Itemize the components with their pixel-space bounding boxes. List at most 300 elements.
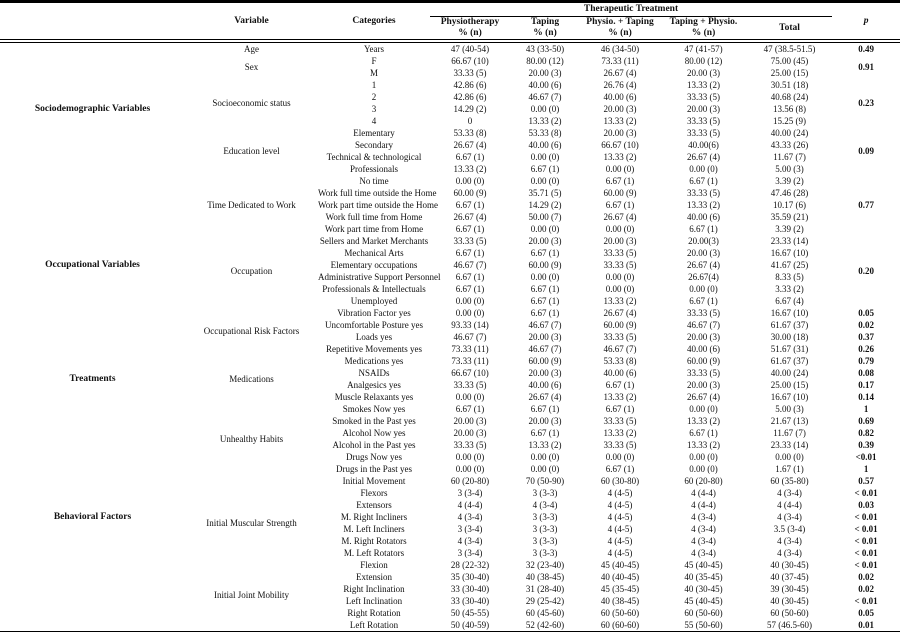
category-cell: M xyxy=(369,68,378,78)
value-cell: 33.33 (5) xyxy=(603,416,637,426)
categories-column-header: Categories xyxy=(318,2,430,42)
value-cell: 0.00 (0) xyxy=(605,452,635,462)
value-cell: 60.00 (9) xyxy=(528,260,562,270)
value-cell: 6.67 (1) xyxy=(455,224,485,234)
value-cell: 46.67 (7) xyxy=(453,332,487,342)
value-cell: 26.67 (4) xyxy=(687,152,720,162)
value-cell: 60.00 (9) xyxy=(603,320,637,330)
p-value-cell: 0.02 xyxy=(858,584,874,594)
value-cell: 42.86 (6) xyxy=(453,92,487,102)
value-cell: 13.33 (2) xyxy=(687,416,720,426)
value-cell: 8.33 (5) xyxy=(775,272,804,282)
value-cell: 4 (4-5) xyxy=(607,500,633,510)
value-cell: 4 (3-4) xyxy=(691,536,716,546)
category-cell: Left Inclination xyxy=(345,596,403,606)
value-cell: 40.68 (24) xyxy=(770,92,809,102)
value-cell: 13.56 (8) xyxy=(773,104,807,114)
value-cell: 60 (20-80) xyxy=(684,476,723,486)
value-cell: 4 (4-4) xyxy=(457,500,483,510)
value-cell: 33.33 (5) xyxy=(603,248,637,258)
value-cell: 35 (30-40) xyxy=(450,572,490,582)
p-value-cell: 0.23 xyxy=(858,98,874,108)
value-cell: 6.67 (1) xyxy=(605,200,635,210)
table-row xyxy=(0,175,900,187)
value-cell: 33.33 (5) xyxy=(687,128,720,138)
group-column-header xyxy=(0,2,185,42)
value-cell: 16.67 (10) xyxy=(770,248,809,258)
p-value-cell: 1 xyxy=(863,404,869,414)
value-cell: 33.33 (5) xyxy=(453,68,487,78)
value-cell: 0.00 (0) xyxy=(530,224,560,234)
value-cell: 6.67 (1) xyxy=(605,464,635,474)
column-unit: % (n) xyxy=(533,28,557,38)
value-cell: 33.33 (5) xyxy=(453,380,487,390)
value-cell: 5.00 (3) xyxy=(775,404,804,414)
value-cell: 26.67 (4) xyxy=(687,392,720,402)
p-value-cell: 0.77 xyxy=(858,200,874,210)
p-value-cell: < 0.01 xyxy=(854,560,878,570)
value-cell: 4 (3-4) xyxy=(457,536,483,546)
value-cell: 33.33 (5) xyxy=(687,308,720,318)
value-cell: 40 (30-45) xyxy=(684,584,723,594)
value-cell: 13.33 (2) xyxy=(603,296,637,306)
value-cell: 93.33 (14) xyxy=(451,320,489,330)
value-cell: 3 (3-4) xyxy=(457,548,483,558)
value-cell: 53.33 (8) xyxy=(528,128,562,138)
table-header xyxy=(0,2,900,42)
value-cell: 52 (42-60) xyxy=(525,620,565,630)
value-cell: 23.33 (14) xyxy=(770,236,809,246)
variable-cell: Sex xyxy=(244,62,259,72)
category-cell: Right Inclination xyxy=(343,584,405,594)
category-cell: No time xyxy=(359,176,389,186)
value-cell: 73.33 (11) xyxy=(451,344,489,354)
value-cell: 26.67 (4) xyxy=(603,68,637,78)
variable-cell: Occupational Risk Factors xyxy=(203,326,300,336)
value-cell: 61.67 (37) xyxy=(770,356,809,366)
value-cell: 6.67 (1) xyxy=(455,284,485,294)
value-cell: 60 (20-80) xyxy=(450,476,490,486)
value-cell: 6.67 (1) xyxy=(689,428,718,438)
value-cell: 0.00 (0) xyxy=(455,296,485,306)
value-cell: 46.67 (7) xyxy=(687,320,720,330)
value-cell: 40 (38-45) xyxy=(600,596,640,606)
value-cell: 33.33 (5) xyxy=(453,440,487,450)
value-cell: 1.67 (1) xyxy=(775,464,804,474)
value-cell: 20.00 (3) xyxy=(687,248,720,258)
value-cell: 0.00 (0) xyxy=(530,176,560,186)
p-value-cell: < 0.01 xyxy=(854,512,878,522)
category-cell: Extensors xyxy=(356,500,392,510)
category-cell: Unemployed xyxy=(350,296,398,306)
value-cell: 30.00 (18) xyxy=(770,332,809,342)
value-cell: 20.00 (3) xyxy=(528,68,562,78)
value-cell: 39 (30-45) xyxy=(770,584,809,594)
category-cell: Elementary xyxy=(353,128,395,138)
value-cell: 0.00 (0) xyxy=(455,308,485,318)
value-cell: 40 (38-45) xyxy=(525,572,565,582)
value-cell: 6.67 (1) xyxy=(455,404,485,414)
value-cell: 21.67 (13) xyxy=(770,416,809,426)
value-cell: 66.67 (10) xyxy=(451,368,489,378)
value-cell: 20.00 (3) xyxy=(687,104,720,114)
value-cell: 4 (3-4) xyxy=(532,500,558,510)
category-cell: Flexion xyxy=(360,560,388,570)
value-cell: 13.33 (2) xyxy=(603,116,637,126)
value-cell: 66.67 (10) xyxy=(601,140,639,150)
value-cell: 4 (3-4) xyxy=(777,488,802,498)
group-cell: Behavioral Factors xyxy=(53,512,132,522)
value-cell: 60 (50-60) xyxy=(770,608,809,618)
table-body xyxy=(0,41,900,632)
value-cell: 3 (3-3) xyxy=(532,512,558,522)
p-value-cell: 0.02 xyxy=(858,320,874,330)
value-cell: 4 (3-4) xyxy=(777,512,802,522)
category-cell: Uncomfortable Posture yes xyxy=(325,320,423,330)
header-row-top xyxy=(0,2,900,17)
value-cell: 33.33 (5) xyxy=(453,236,487,246)
value-cell: 42.86 (6) xyxy=(453,80,487,90)
value-cell: 6.67 (4) xyxy=(775,296,804,306)
value-cell: 60.00 (9) xyxy=(453,188,487,198)
value-cell: 70 (50-90) xyxy=(525,476,565,486)
p-value-cell: 0.03 xyxy=(858,500,874,510)
value-cell: 43 (33-50) xyxy=(525,44,565,54)
value-cell: 33 (30-40) xyxy=(450,596,490,606)
p-value-cell: 0.05 xyxy=(858,608,874,618)
value-cell: 45 (40-45) xyxy=(600,560,640,570)
value-cell: 40.00 (6) xyxy=(528,140,562,150)
value-cell: 33.33 (5) xyxy=(687,92,720,102)
category-cell: Work full time outside the Home xyxy=(318,188,437,198)
value-cell: 3 (3-3) xyxy=(532,548,558,558)
p-value-cell: 0.01 xyxy=(858,620,874,630)
value-cell: 45 (35-45) xyxy=(600,584,640,594)
value-cell: 46.67 (7) xyxy=(528,344,562,354)
variable-cell xyxy=(185,475,318,487)
value-cell: 40.00(6) xyxy=(688,140,719,150)
value-cell: 26.67 (4) xyxy=(453,212,487,222)
value-cell: 46.67 (7) xyxy=(528,320,562,330)
value-cell: 47 (40-54) xyxy=(450,44,490,54)
column-unit: % (n) xyxy=(608,28,632,38)
value-cell: 33.33 (5) xyxy=(687,188,720,198)
value-cell: 60.00 (9) xyxy=(687,356,720,366)
total-column-header: Total xyxy=(747,17,832,42)
value-cell: 11.67 (7) xyxy=(773,428,806,438)
category-cell: Work full time from Home xyxy=(325,212,423,222)
value-cell: 60 (50-60) xyxy=(684,608,723,618)
category-cell: Smokes Now yes xyxy=(342,404,406,414)
value-cell: 53.33 (8) xyxy=(603,356,637,366)
value-cell: 3.33 (2) xyxy=(775,284,804,294)
category-cell: Work part time from Home xyxy=(324,224,424,234)
category-cell: Elementary occupations xyxy=(330,260,418,270)
value-cell: 29 (25-42) xyxy=(525,596,565,606)
value-cell: 50 (45-55) xyxy=(450,608,490,618)
value-cell: 26.67 (4) xyxy=(687,260,720,270)
value-cell: 32 (23-40) xyxy=(525,560,565,570)
value-cell: 20.00 (3) xyxy=(603,104,637,114)
value-cell: 50.00 (7) xyxy=(528,212,562,222)
taping-column-header xyxy=(510,17,580,42)
physio-plus-taping-column-header xyxy=(580,17,660,42)
value-cell: 13.33 (2) xyxy=(528,116,562,126)
value-cell: 4 (3-4) xyxy=(691,548,716,558)
variable-cell: Medications xyxy=(229,374,274,384)
value-cell: 28 (22-32) xyxy=(450,560,490,570)
therapeutic-treatment-spanner: Therapeutic Treatment xyxy=(430,2,832,17)
p-value-cell: < 0.01 xyxy=(854,524,878,534)
value-cell: 66.67 (10) xyxy=(451,56,489,66)
value-cell: 6.67 (1) xyxy=(530,284,560,294)
value-cell: 0.00 (0) xyxy=(605,224,635,234)
value-cell: 33.33 (5) xyxy=(603,260,637,270)
column-unit: % (n) xyxy=(458,28,482,38)
value-cell: 40.00 (6) xyxy=(687,212,720,222)
value-cell: 4 (4-5) xyxy=(607,524,633,534)
value-cell: 0.00 (0) xyxy=(689,404,718,414)
value-cell: 40 (35-45) xyxy=(684,572,723,582)
value-cell: 73.33 (11) xyxy=(601,56,639,66)
p-value-cell: < 0.01 xyxy=(854,596,878,606)
column-name: Taping + Physio. xyxy=(669,17,738,27)
category-cell: F xyxy=(371,56,377,66)
table-row xyxy=(0,355,900,367)
variable-cell: Initial Muscular Strength xyxy=(206,518,297,528)
value-cell: 6.67 (1) xyxy=(530,248,560,258)
value-cell: 47 (38.5-51.5) xyxy=(763,44,816,54)
value-cell: 0.00 (0) xyxy=(455,464,485,474)
category-cell: M. Right Incliners xyxy=(340,512,408,522)
value-cell: 11.67 (7) xyxy=(773,152,806,162)
value-cell: 0.00 (0) xyxy=(455,452,485,462)
value-cell: 3 (3-4) xyxy=(457,524,483,534)
value-cell: 3.39 (2) xyxy=(775,224,804,234)
value-cell: 20.00 (3) xyxy=(687,332,720,342)
value-cell: 40.00 (6) xyxy=(528,80,562,90)
value-cell: 60 (45-60) xyxy=(525,608,565,618)
value-cell: 6.67 (1) xyxy=(530,296,560,306)
value-cell: 55 (50-60) xyxy=(684,620,723,630)
value-cell: 0.00 (0) xyxy=(689,452,718,462)
value-cell: 46 (34-50) xyxy=(600,44,640,54)
value-cell: 20.00 (3) xyxy=(687,380,720,390)
value-cell: 60 (60-60) xyxy=(600,620,640,630)
p-value-cell: 0.82 xyxy=(858,428,874,438)
p-value-cell: 1 xyxy=(863,464,869,474)
category-cell: Vibration Factor yes xyxy=(337,308,411,318)
value-cell: 0 xyxy=(467,116,473,126)
category-cell: NSAIDs xyxy=(358,368,390,378)
value-cell: 6.67 (1) xyxy=(605,380,635,390)
value-cell: 33.33 (5) xyxy=(687,116,720,126)
value-cell: 26.67 (4) xyxy=(528,392,562,402)
value-cell: 46.67 (7) xyxy=(453,260,487,270)
value-cell: 14.29 (2) xyxy=(528,200,562,210)
value-cell: 6.67 (1) xyxy=(530,404,560,414)
value-cell: 6.67 (1) xyxy=(689,296,718,306)
value-cell: 4 (4-5) xyxy=(607,536,633,546)
value-cell: 3 (3-3) xyxy=(532,536,558,546)
value-cell: 25.00 (15) xyxy=(770,68,809,78)
category-cell: Muscle Relaxants yes xyxy=(334,392,414,402)
value-cell: 6.67 (1) xyxy=(605,404,635,414)
p-value-cell: < 0.01 xyxy=(854,536,878,546)
category-cell: Secondary xyxy=(355,140,393,150)
value-cell: 0.00 (0) xyxy=(530,464,560,474)
category-cell: Administrative Support Personnel xyxy=(318,272,441,282)
p-value-cell: 0.39 xyxy=(858,440,874,450)
column-name: Taping xyxy=(530,17,560,27)
value-cell: 6.67 (1) xyxy=(455,152,485,162)
category-cell: Left Rotation xyxy=(349,620,399,630)
value-cell: 46.67 (7) xyxy=(528,92,562,102)
value-cell: 5.00 (3) xyxy=(775,164,804,174)
value-cell: 33.33 (5) xyxy=(603,440,637,450)
value-cell: 80.00 (12) xyxy=(526,56,564,66)
value-cell: 35.71 (5) xyxy=(528,188,562,198)
value-cell: 13.33 (2) xyxy=(603,428,637,438)
value-cell: 47.46 (28) xyxy=(770,188,809,198)
category-cell: 4 xyxy=(371,116,377,126)
value-cell: 45 (40-45) xyxy=(684,560,723,570)
column-name: Physiotherapy xyxy=(440,17,500,27)
p-value-cell: 0.20 xyxy=(858,266,874,276)
value-cell: 20.00 (3) xyxy=(528,416,562,426)
variable-cell: Socioeconomic status xyxy=(212,98,291,108)
value-cell: 3 (3-3) xyxy=(532,524,558,534)
p-value-cell: 0.79 xyxy=(858,356,874,366)
p-value-cell: 0.26 xyxy=(858,344,874,354)
p-value-cell: 0.02 xyxy=(858,572,874,582)
value-cell: 3 (3-3) xyxy=(532,488,558,498)
p-value-cell: 0.69 xyxy=(858,416,874,426)
category-cell: Extension xyxy=(356,572,392,582)
value-cell: 50 (40-59) xyxy=(450,620,490,630)
value-cell: 0.00 (0) xyxy=(605,164,635,174)
value-cell: 73.33 (11) xyxy=(451,356,489,366)
category-cell: Years xyxy=(363,44,385,54)
category-cell: M. Left Incliners xyxy=(343,524,405,534)
value-cell: 61.67 (37) xyxy=(770,320,809,330)
value-cell: 0.00 (0) xyxy=(775,452,804,462)
value-cell: 0.00 (0) xyxy=(530,104,560,114)
value-cell: 15.25 (9) xyxy=(773,116,807,126)
p-value-cell: 0.08 xyxy=(858,368,874,378)
value-cell: 25.00 (15) xyxy=(770,380,809,390)
category-cell: Mechanical Arts xyxy=(344,248,404,258)
value-cell: 3.5 (3-4) xyxy=(773,524,806,534)
physiotherapy-column-header xyxy=(430,17,510,42)
value-cell: 40.00 (6) xyxy=(687,344,720,354)
value-cell: 40.00 (6) xyxy=(528,380,562,390)
category-cell: Professionals xyxy=(350,164,398,174)
column-name: Physio. + Taping xyxy=(586,17,654,27)
category-cell: 2 xyxy=(371,92,377,102)
table-row xyxy=(0,41,900,55)
value-cell: 60 (30-80) xyxy=(600,476,640,486)
category-cell: M. Left Rotators xyxy=(343,548,405,558)
value-cell: 20.00 (3) xyxy=(528,236,562,246)
value-cell: 0.00 (0) xyxy=(530,272,560,282)
category-cell: M. Right Rotators xyxy=(341,536,407,546)
value-cell: 4 (4-4) xyxy=(777,500,802,510)
variable-cell: Education level xyxy=(223,146,280,156)
value-cell: 0.00 (0) xyxy=(689,284,718,294)
value-cell: 40 (40-45) xyxy=(600,572,640,582)
value-cell: 20.00 (3) xyxy=(603,236,637,246)
category-cell: Sellers and Market Merchants xyxy=(319,236,429,246)
value-cell: 0.00 (0) xyxy=(689,164,718,174)
value-cell: 40 (30-45) xyxy=(770,560,809,570)
category-cell: 3 xyxy=(371,104,377,114)
variable-cell: Unhealthy Habits xyxy=(219,434,284,444)
value-cell: 0.00 (0) xyxy=(605,272,635,282)
category-cell: Drugs Now yes xyxy=(346,452,402,462)
category-cell: Work part time outside the Home xyxy=(318,200,438,210)
value-cell: 75.00 (45) xyxy=(770,56,809,66)
group-cell: Sociodemographic Variables xyxy=(34,104,151,114)
value-cell: 26.76 (4) xyxy=(603,80,637,90)
value-cell: 40 (37-45) xyxy=(770,572,809,582)
category-cell: Professionals & Intellectuals xyxy=(322,284,426,294)
value-cell: 43.33 (26) xyxy=(770,140,809,150)
value-cell: 0.00 (0) xyxy=(689,464,718,474)
value-cell: 6.67 (1) xyxy=(455,248,485,258)
value-cell: 4 (4-4) xyxy=(691,500,716,510)
category-cell: Repetitive Movements yes xyxy=(326,344,422,354)
value-cell: 60 (50-60) xyxy=(600,608,640,618)
p-value-cell: 0.17 xyxy=(858,380,874,390)
value-cell: 4 (4-4) xyxy=(691,488,716,498)
category-cell: Smoked in the Past yes xyxy=(332,416,416,426)
value-cell: 53.33 (8) xyxy=(453,128,487,138)
value-cell: 16.67 (10) xyxy=(770,392,809,402)
table-row xyxy=(0,403,900,415)
p-value-cell: 0.91 xyxy=(858,62,874,72)
value-cell: 3 (3-4) xyxy=(457,488,483,498)
p-value-cell: 0.57 xyxy=(858,476,874,486)
variable-cell: Time Dedicated to Work xyxy=(207,200,296,210)
value-cell: 20.00 (3) xyxy=(687,68,720,78)
value-cell: 40.00 (24) xyxy=(770,368,809,378)
value-cell: 41.67 (25) xyxy=(770,260,809,270)
p-value-cell: 0.09 xyxy=(858,146,874,156)
category-cell: Drugs in the Past yes xyxy=(336,464,412,474)
value-cell: 35.59 (21) xyxy=(770,212,809,222)
variable-cell: Occupation xyxy=(230,266,273,276)
value-cell: 14.29 (2) xyxy=(453,104,487,114)
value-cell: 20.00 (3) xyxy=(453,416,487,426)
value-cell: 33.33 (5) xyxy=(603,332,637,342)
value-cell: 4 (3-4) xyxy=(457,512,483,522)
value-cell: 40.00 (6) xyxy=(603,92,637,102)
p-value-cell: < 0.01 xyxy=(854,488,878,498)
value-cell: 6.67 (1) xyxy=(689,224,718,234)
value-cell: 13.33 (2) xyxy=(687,440,720,450)
value-cell: 20.00(3) xyxy=(688,236,719,246)
category-cell: Flexors xyxy=(360,488,388,498)
p-value-cell: 0.05 xyxy=(858,308,874,318)
value-cell: 13.33 (2) xyxy=(687,80,720,90)
value-cell: 46.67 (7) xyxy=(603,344,637,354)
value-cell: 47 (41-57) xyxy=(684,44,723,54)
value-cell: 33 (30-40) xyxy=(450,584,490,594)
category-cell: Alcohol Now yes xyxy=(342,428,406,438)
p-value-cell: 0.14 xyxy=(858,392,874,402)
value-cell: 20.00 (3) xyxy=(453,428,487,438)
